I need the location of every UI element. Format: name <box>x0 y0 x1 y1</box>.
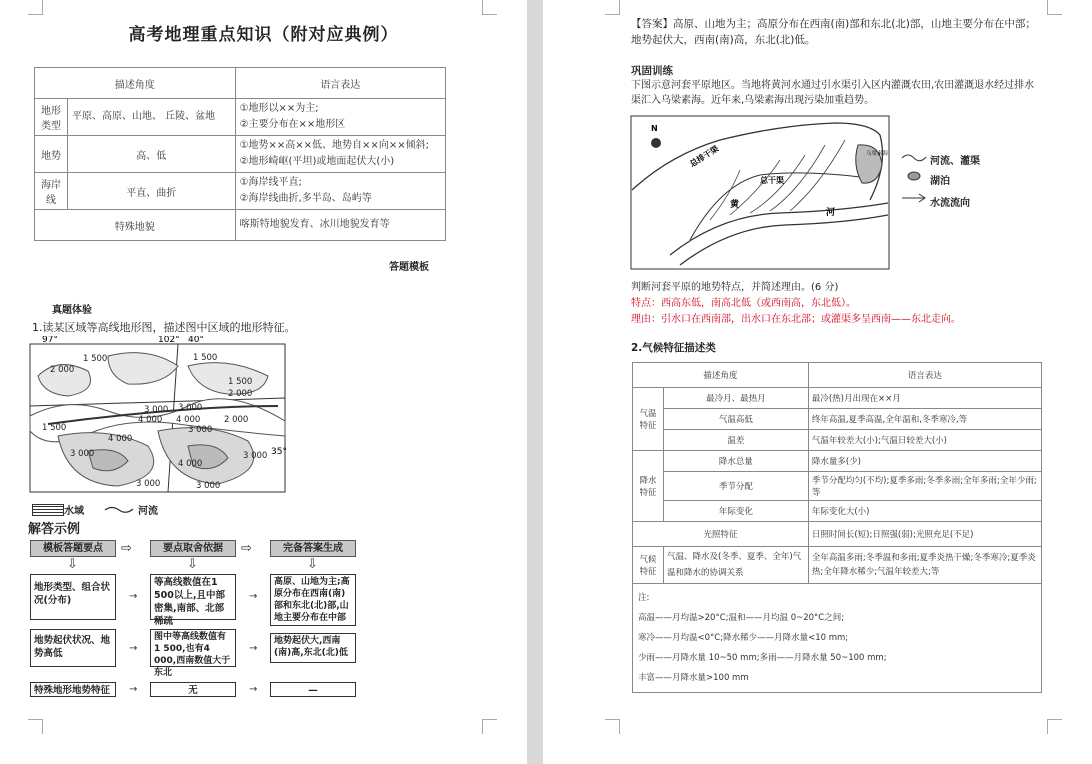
left-page <box>0 0 527 764</box>
water-legend-icon <box>32 504 64 516</box>
north-label: N <box>651 124 658 133</box>
flow-legend-icon <box>902 194 925 202</box>
table-row-label: 气温特征 <box>633 388 664 451</box>
arrow-icon: → <box>129 684 138 695</box>
flow-cell: 等高线数值在1 500以上,且中部密集,南部、北部稀疏 <box>150 574 236 620</box>
crop-mark <box>605 0 620 15</box>
lon-label: 97° <box>42 336 58 345</box>
table-header: 语言表达 <box>808 363 1041 388</box>
question-text: 1.读某区域等高线地形图，描述图中区域的地形特征。 <box>32 321 296 334</box>
table-cell: 最冷月、最热月 <box>664 388 809 409</box>
table-row-label: 气候特征 <box>633 547 664 584</box>
arrow-down-icon: ⇩ <box>187 557 198 572</box>
question-text: 判断河套平原的地势特点，并简述理由。(6 分) <box>631 282 839 293</box>
arrow-icon: → <box>249 643 258 654</box>
table-cell: 降水量多(少) <box>808 451 1041 472</box>
table-header: 描述角度 <box>35 68 236 99</box>
river-legend-icon <box>902 155 926 161</box>
arrow-icon: → <box>249 684 258 695</box>
arrow-right-icon: ⇨ <box>121 541 132 556</box>
flow-cell: — <box>270 682 356 697</box>
table-row-label: 海岸线 <box>35 173 68 210</box>
flow-cell: 高原、山地为主;高原分布在西南(南)部和东北(北)部,山地主要分布在中部 <box>270 574 356 626</box>
table-row-label: 特殊地貌 <box>35 210 236 241</box>
table-cell: ①海岸线平直; ②海岸线曲折,多半岛、岛屿等 <box>235 173 445 210</box>
river-legend-label: 河流 <box>138 506 158 517</box>
svg-text:3 000: 3 000 <box>188 425 213 435</box>
table-cell: 日照时间长(短);日照强(弱);光照充足(不足) <box>808 522 1041 547</box>
table-cell: 年际变化大(小) <box>808 501 1041 522</box>
svg-text:3 000: 3 000 <box>178 403 203 413</box>
flow-cell: 地势起伏状况、地势高低 <box>30 629 116 667</box>
flow-cell: 特殊地形地势特征 <box>30 682 116 697</box>
svg-text:4 000: 4 000 <box>138 415 163 425</box>
lake-legend-icon <box>908 172 920 180</box>
section-title: 2.气候特征描述类 <box>631 342 716 354</box>
table-cell: 季节分配 <box>664 472 809 501</box>
table-cell: 气温、降水及(冬季、夏季、全年)气温和降水的协调关系 <box>664 547 809 584</box>
lon-label: 102° <box>158 336 180 345</box>
crop-mark <box>28 719 43 734</box>
arrow-down-icon: ⇩ <box>67 557 78 572</box>
svg-text:1 500: 1 500 <box>193 353 218 363</box>
compass-icon <box>651 138 661 148</box>
crop-mark <box>1047 719 1062 734</box>
svg-text:4 000: 4 000 <box>176 415 201 425</box>
arrow-icon: → <box>249 591 258 602</box>
contour-map <box>28 336 290 496</box>
svg-text:3 000: 3 000 <box>136 479 161 489</box>
hetao-map <box>630 115 892 271</box>
flow-cell: 地形类型、组合状况(分布) <box>30 574 116 620</box>
map-legend-icons <box>900 152 930 208</box>
table-cell: 季节分配均匀(不均);夏季多雨;冬季多雨;全年多雨;全年少雨;等 <box>808 472 1041 501</box>
svg-text:4 000: 4 000 <box>178 459 203 469</box>
table-cell: 平原、高原、山地、 丘陵、盆地 <box>68 99 236 136</box>
river-label: 黄 <box>730 200 740 210</box>
table-cell: 气温高低 <box>664 409 809 430</box>
drain-label: 总排干渠 <box>688 144 721 169</box>
template-tag: 答题模板 <box>389 262 429 273</box>
table-cell: 终年高温,夏季高温,全年温和,冬季寒冷,等 <box>808 409 1041 430</box>
svg-text:2 000: 2 000 <box>228 389 253 399</box>
table-row-label: 降水特征 <box>633 451 664 522</box>
answer-point: 特点：西高东低，南高北低（或西南高，东北低）。 <box>631 298 856 309</box>
table-cell: 年际变化 <box>664 501 809 522</box>
crop-mark <box>482 0 497 15</box>
table-notes: 注: 高温——月均温>20°C;温和——月均温 0~20°C之间; 寒冷——月均温<0°C;降水稀少——月降水量<10 mm; 少雨——月降水量 10~50 mm;多雨——月降水量 50~100 mm; 丰富——月降水量>100 mm <box>633 584 1042 693</box>
terrain-table <box>34 67 446 241</box>
svg-text:2 000: 2 000 <box>50 365 75 375</box>
svg-text:3 000: 3 000 <box>70 449 95 459</box>
svg-text:1 500: 1 500 <box>83 354 108 364</box>
svg-text:3 000: 3 000 <box>196 481 221 491</box>
answer-heading: 解答示例 <box>28 522 81 537</box>
river-label: 河 <box>826 208 836 218</box>
flow-head: 模板答题要点 <box>30 540 116 557</box>
table-cell: 气温年较差大(小);气温日较差大(小) <box>808 430 1041 451</box>
legend-label: 湖泊 <box>930 176 950 187</box>
table-cell: ①地势××高××低、地势自××向××倾斜; ②地形崎岖(平坦)或地面起伏大(小) <box>235 136 445 173</box>
flow-head: 完备答案生成 <box>270 540 356 557</box>
canal-label: 总干渠 <box>760 176 784 185</box>
svg-text:4 000: 4 000 <box>108 434 133 444</box>
section-title: 巩固训练 <box>631 65 673 77</box>
svg-text:3 000: 3 000 <box>243 451 268 461</box>
arrow-down-icon: ⇩ <box>307 557 318 572</box>
water-legend-label: 水域 <box>64 506 84 517</box>
lat-label: 35° <box>271 447 287 457</box>
table-cell: 全年高温多雨;冬季温和多雨;夏季炎热干燥;冬季寒冷;夏季炎热;全年降水稀少;气温年较差大;等 <box>808 547 1041 584</box>
svg-text:2 000: 2 000 <box>224 415 249 425</box>
svg-text:1 500: 1 500 <box>228 377 253 387</box>
answer-text: 【答案】高原、山地为主；高原分布在西南(南)部和东北(北)部，山地主要分布在中部；地势起伏大，西南(南)高，东北(北)低。 <box>631 18 1036 46</box>
page-title: 高考地理重点知识（附对应典例） <box>128 25 399 45</box>
legend-label: 河流、灌渠 <box>930 156 980 167</box>
crop-mark <box>1047 0 1062 15</box>
table-header: 描述角度 <box>633 363 809 388</box>
arrow-icon: → <box>129 591 138 602</box>
table-cell: ①地形以××为主; ②主要分布在××地形区 <box>235 99 445 136</box>
flow-cell: 无 <box>150 682 236 697</box>
table-cell: 平直、曲折 <box>68 173 236 210</box>
practice-text: 下图示意河套平原地区。当地将黄河水通过引水渠引入区内灌溉农田,农田灌溉退水经过排水渠汇入乌梁素海。近年来,乌梁素海出现污染加重趋势。 <box>631 80 1035 106</box>
map-frame <box>631 116 889 269</box>
arrow-right-icon: ⇨ <box>241 541 252 556</box>
answer-reason: 理由：引水口在西南部，出水口在东北部；或灌渠多呈西南——东北走向。 <box>631 314 961 325</box>
flow-cell: 图中等高线数值有1 500,也有4 000,西南数值大于东北 <box>150 629 236 667</box>
lon-label: 40° <box>188 336 204 345</box>
lake-label: 乌梁素海 <box>866 151 889 157</box>
crop-mark <box>605 719 620 734</box>
table-cell: 降水总量 <box>664 451 809 472</box>
flow-cell: 地势起伏大,西南(南)高,东北(北)低 <box>270 633 356 663</box>
climate-table <box>632 362 1042 693</box>
crop-mark <box>28 0 43 15</box>
table-cell: 喀斯特地貌发育、冰川地貌发育等 <box>235 210 445 241</box>
river-legend-icon <box>104 504 134 514</box>
legend-label: 水流流向 <box>930 198 970 209</box>
table-row-label: 地形类型 <box>35 99 68 136</box>
arrow-icon: → <box>129 643 138 654</box>
table-row-label: 地势 <box>35 136 68 173</box>
svg-text:1 500: 1 500 <box>42 423 67 433</box>
svg-text:3 000: 3 000 <box>144 405 169 415</box>
table-cell: 温差 <box>664 430 809 451</box>
section-title: 真题体验 <box>52 305 92 316</box>
table-header: 语言表达 <box>235 68 445 99</box>
crop-mark <box>482 719 497 734</box>
flow-head: 要点取舍依据 <box>150 540 236 557</box>
table-cell: 高、低 <box>68 136 236 173</box>
table-cell: 最冷(热)月出现在××月 <box>808 388 1041 409</box>
table-row-label: 光照特征 <box>633 522 809 547</box>
